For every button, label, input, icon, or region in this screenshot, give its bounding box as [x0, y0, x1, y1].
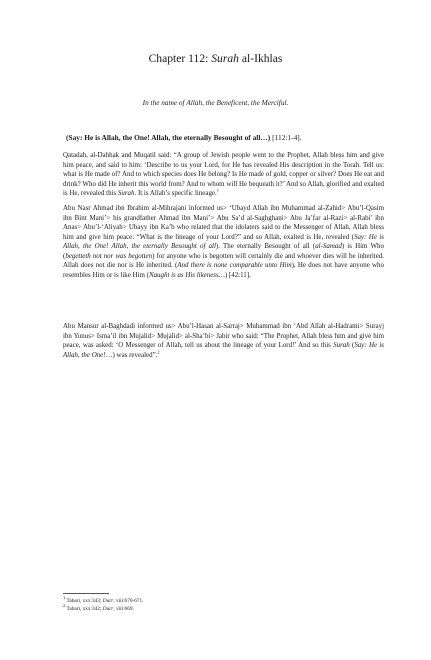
paragraph-2-text-e: ) is Him Who ( [63, 242, 384, 260]
chapter-title [0, 52, 431, 66]
paragraph-2-text-a: Abu Nasr Ahmad ibn Ibrahim al-Mihrajani informed us> ‘Ubayd Allah ibn Muhammad al-Zahid> Abu’l-Qasim ibn Bint Mani’> his grandfather Ahmad ibn Mani’> Abu Sa’d al-Saghghani> Abu Ja’far al-Razi> al-Rabi’ ibn Anas> Abu’l-‘Aliyah> Ubayy ibn Ka’b who related that the idolaters said to the Messenger of Allah, Allah bless him and give him peace: “What is the lineage of your Lord?” and so Allah, exalted is He, revealed ( [63, 204, 384, 241]
paragraph-2 [63, 204, 384, 280]
chapter-name: al-Ikhlas [238, 52, 283, 65]
footnote-2-text-a: Tabari, xxx:342; [65, 606, 103, 612]
verse-heading [66, 133, 386, 143]
chapter-prefix: Chapter 112: [148, 52, 212, 65]
footnote-marker-1: 1 [216, 187, 219, 193]
paragraph-1-text-c: . It is Allah’s specific lineage. [134, 189, 217, 197]
paragraph-2-text-g: ) for anyone who is begotten will certainly die and whoever dies will be inherited. Allah does not die nor is He inherited. ( [63, 251, 384, 269]
footnote-marker-2: 2 [157, 349, 160, 355]
verse-reference: [112:1-4]. [270, 133, 302, 142]
paragraph-3 [63, 322, 384, 360]
footnote-2 [63, 605, 384, 613]
paragraph-3-text-c: ( [349, 341, 355, 349]
paragraph-3-italic-d: Say: He is Allah, the One! [63, 341, 385, 359]
footnote-2-italic: Durr [102, 606, 114, 612]
paragraph-3-italic-surah: Surah [333, 341, 350, 349]
paragraph-3-text-a: Abu Mansur al-Baghdadi informed us> Abu’l-Hasan al-Sarraj> Muhammad ibn ‘Abd Allah al-Hadrami> Surayj ibn Yunus> Isma’il ibn Mujalid> Mujalid> al-Sha’bi> Jabir who said: “The Prophet, Allah bless him and give him peace, was asked: ‘O Messenger of Allah, tell us about the lineage of your Lord!’ And so this [63, 322, 384, 349]
chapter-surah-word: Surah [211, 52, 239, 65]
paragraph-2-text-i: ), He does not have anyone who resembles Him or is like Him ( [63, 261, 384, 279]
footnote-1-text-a: Tabari, xxx:343; [65, 598, 103, 604]
footnote-divider [63, 593, 109, 594]
paragraph-2-italic-b: Say: He is Allah, the One! Allah, the eternally Besought of all [63, 232, 384, 250]
footnote-1 [63, 597, 384, 605]
footnote-2-text-c: , viii:669. [113, 606, 134, 612]
footnote-2-number: 2 [63, 603, 66, 609]
footnote-1-number: 1 [63, 595, 66, 601]
paragraph-2-text-c: ). The eternally Besought of all ( [215, 242, 316, 250]
paragraph-1-text-a: Qatadah, al-Dahhak and Muqatil said: “A group of Jewish people went to the Prophet, Allah bless him and give him peace, and said to him: ‘Describe to us your Lord, for He has revealed His description in the Torah. Tell us: what is He made of? And to which species does He belong? Is He made of gold, copper or silver? Does He eat and drink? Who did He inherit this world from? And to whom will He bequeath it?’ And so Allah, glorified and exalted is He, revealed this [63, 151, 384, 197]
footnotes [63, 597, 384, 613]
basmala: In the name of Allah, the Beneficent, the Merciful. [142, 98, 289, 107]
footnote-1-text-c: , viii:670-671. [113, 598, 144, 604]
paragraph-1-italic-surah: Surah [117, 189, 135, 197]
paragraph-1 [63, 151, 384, 199]
paragraph-2-text-k: ) [42:11]. [224, 270, 251, 279]
paragraph-2-italic-h: And there is none comparable unto Him [177, 261, 292, 269]
verse-text: (Say: He is Allah, the One! Allah, the eternally Besought of all…) [66, 133, 271, 142]
paragraph-2-italic-d: al-Samad [315, 242, 342, 250]
footnote-1-italic: Durr [102, 598, 114, 604]
paragraph-2-italic-f: begetteth not nor was begotten [65, 251, 153, 260]
paragraph-3-text-e: …) was revealed”. [105, 350, 158, 359]
paragraph-2-italic-j: Naught is as His likeness… [148, 270, 225, 279]
